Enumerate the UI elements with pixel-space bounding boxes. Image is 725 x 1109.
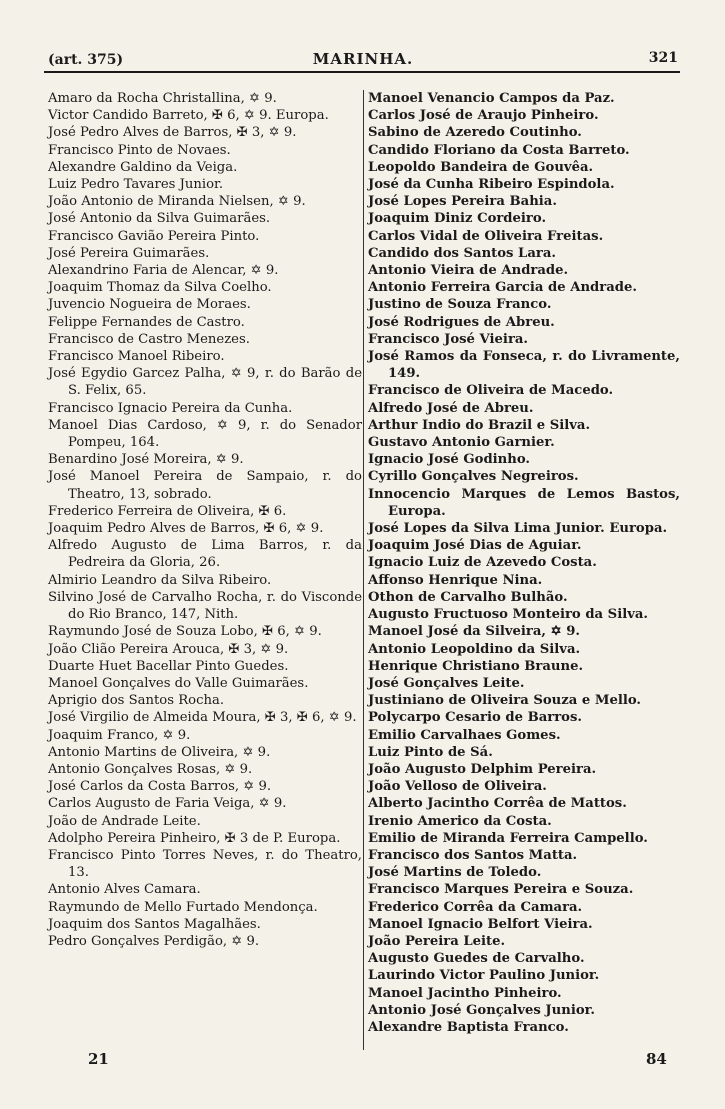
- name-entry: Francisco Pinto de Novaes.: [48, 142, 231, 158]
- name-entry: Duarte Huet Bacellar Pinto Guedes.: [48, 658, 289, 674]
- name-entry: José Carlos da Costa Barros, ✡ 9.: [48, 779, 272, 795]
- name-entry: Almirio Leandro da Silva Ribeiro.: [48, 572, 272, 588]
- name-entry: Francisco Ignacio Pereira da Cunha.: [48, 400, 293, 416]
- name-entry: Joaquim José Dias de Aguiar.: [368, 538, 582, 554]
- name-entry: Francisco Marques Pereira e Souza.: [368, 882, 634, 898]
- name-entry: Candido dos Santos Lara.: [368, 245, 556, 261]
- name-entry: Pedro Gonçalves Perdigão, ✡ 9.: [48, 933, 260, 949]
- footer-signature-left: 21: [88, 1050, 109, 1068]
- name-entry: Frederico Ferreira de Oliveira, ✠ 6.: [48, 503, 287, 519]
- left-name-column: [48, 90, 362, 950]
- name-entry: Ignacio José Godinho.: [368, 452, 531, 468]
- name-entry: José Pedro Alves de Barros, ✠ 3, ✡ 9.: [48, 125, 297, 141]
- name-entry: Manoel Jacintho Pinheiro.: [368, 985, 562, 1001]
- column-divider: [363, 90, 364, 1050]
- name-entry: Manoel José da Silveira, ✡ 9.: [368, 624, 581, 640]
- name-entry: Juvencio Nogueira de Moraes.: [48, 297, 251, 313]
- name-entry: João Velloso de Oliveira.: [368, 779, 547, 795]
- name-entry: Sabino de Azeredo Coutinho.: [368, 125, 582, 141]
- name-entry: José Lopes da Silva Lima Junior. Europa.: [368, 521, 668, 537]
- name-entry: Raymundo de Mello Furtado Mendonça.: [48, 899, 318, 915]
- name-entry: Alfredo Augusto de Lima Barros, r. da Pedreira da Gloria, 26.: [48, 538, 362, 571]
- name-entry: Silvino José de Carvalho Rocha, r. do Visconde do Rio Branco, 147, Nith.: [48, 589, 362, 623]
- name-entry: Alexandre Baptista Franco.: [368, 1019, 569, 1035]
- name-entry: José Antonio da Silva Guimarães.: [48, 211, 271, 227]
- name-entry: Manoel Venancio Campos da Paz.: [368, 91, 615, 106]
- name-entry: Affonso Henrique Nina.: [368, 572, 543, 588]
- name-entry: Francisco Pinto Torres Neves, r. do Theatro, 13.: [48, 847, 362, 881]
- page-title: MARINHA.: [312, 50, 414, 68]
- name-entry: Joaquim Thomaz da Silva Coelho.: [48, 280, 272, 296]
- page-header: [48, 50, 678, 72]
- name-entry: Justino de Souza Franco.: [368, 297, 552, 313]
- name-entry: Polycarpo Cesario de Barros.: [368, 710, 582, 726]
- name-entry: Joaquim Franco, ✡ 9.: [48, 727, 191, 743]
- name-entry: Francisco de Castro Menezes.: [48, 331, 250, 347]
- name-entry: João Pereira Leite.: [368, 933, 506, 949]
- name-entry: José Egydio Garcez Palha, ✡ 9, r. do Barão de S. Felix, 65.: [48, 366, 362, 399]
- name-entry: Manoel Gonçalves do Valle Guimarães.: [48, 675, 309, 691]
- name-entry: João Antonio de Miranda Nielsen, ✡ 9.: [48, 194, 306, 210]
- article-reference: (art. 375): [48, 52, 124, 68]
- name-entry: Antonio Vieira de Andrade.: [368, 263, 569, 279]
- name-entry: Othon de Carvalho Bulhão.: [368, 589, 568, 605]
- name-entry: Luiz Pedro Tavares Junior.: [48, 177, 224, 193]
- name-entry: Justiniano de Oliveira Souza e Mello.: [368, 693, 642, 709]
- name-entry: Antonio Martins de Oliveira, ✡ 9.: [48, 744, 271, 760]
- name-entry: Francisco José Vieira.: [368, 331, 529, 347]
- name-entry: Carlos Vidal de Oliveira Freitas.: [368, 228, 604, 244]
- name-entry: Manoel Dias Cardoso, ✡ 9, r. do Senador Pompeu, 164.: [48, 417, 362, 451]
- name-entry: Irenio Americo da Costa.: [368, 813, 552, 829]
- name-entry: João de Andrade Leite.: [48, 813, 201, 829]
- name-entry: José Pereira Guimarães.: [48, 245, 210, 261]
- name-entry: Francisco dos Santos Matta.: [368, 847, 578, 863]
- name-entry: Emilio de Miranda Ferreira Campello.: [368, 830, 648, 846]
- header-rule: [44, 71, 680, 73]
- name-entry: Manoel Ignacio Belfort Vieira.: [368, 916, 593, 932]
- name-entry: Benardino José Moreira, ✡ 9.: [48, 452, 244, 468]
- name-entry: Emilio Carvalhaes Gomes.: [368, 727, 561, 743]
- name-entry: Joaquim Diniz Cordeiro.: [368, 211, 547, 227]
- name-entry: Joaquim Pedro Alves de Barros, ✠ 6, ✡ 9.: [48, 521, 324, 537]
- name-entry: Antonio Leopoldino da Silva.: [368, 641, 581, 657]
- name-entry: Raymundo José de Souza Lobo, ✠ 6, ✡ 9.: [48, 624, 322, 640]
- right-name-column: [368, 90, 680, 1036]
- name-entry: Antonio José Gonçalves Junior.: [368, 1002, 595, 1018]
- name-entry: Antonio Alves Camara.: [48, 882, 201, 898]
- name-entry: Alexandre Galdino da Veiga.: [48, 159, 238, 175]
- name-entry: Innocencio Marques de Lemos Bastos, Europa.: [368, 486, 680, 519]
- name-entry: José Rodrigues de Abreu.: [368, 314, 555, 330]
- name-entry: Laurindo Victor Paulino Junior.: [368, 968, 600, 984]
- name-entry: Victor Candido Barreto, ✠ 6, ✡ 9. Europa.: [48, 108, 329, 124]
- name-entry: Leopoldo Bandeira de Gouvêa.: [368, 159, 594, 175]
- footer-signature-right: 84: [646, 1050, 667, 1068]
- name-entry: Adolpho Pereira Pinheiro, ✠ 3 de P. Europa.: [48, 830, 341, 846]
- name-entry: Francisco Gavião Pereira Pinto.: [48, 228, 260, 244]
- name-entry: José Ramos da Fonseca, r. do Livramente, 149.: [368, 349, 680, 382]
- name-entry: Amaro da Rocha Christallina, ✡ 9.: [48, 91, 277, 106]
- name-entry: Joaquim dos Santos Magalhães.: [48, 916, 261, 932]
- name-entry: Antonio Gonçalves Rosas, ✡ 9.: [48, 761, 253, 777]
- name-entry: Carlos José de Araujo Pinheiro.: [368, 108, 599, 124]
- name-entry: Frederico Corrêa da Camara.: [368, 899, 583, 915]
- name-entry: Augusto Fructuoso Monteiro da Silva.: [368, 607, 649, 623]
- page-number: 321: [648, 50, 678, 66]
- name-entry: Alfredo José de Abreu.: [368, 400, 534, 416]
- name-entry: Alberto Jacintho Corrêa de Mattos.: [368, 796, 627, 812]
- name-entry: Francisco de Oliveira de Macedo.: [368, 383, 614, 399]
- name-entry: José Gonçalves Leite.: [368, 675, 525, 691]
- name-entry: Arthur Indio do Brazil e Silva.: [368, 417, 591, 433]
- name-entry: José da Cunha Ribeiro Espindola.: [368, 177, 615, 193]
- name-entry: Antonio Ferreira Garcia de Andrade.: [368, 280, 637, 296]
- name-entry: Cyrillo Gonçalves Negreiros.: [368, 469, 579, 485]
- name-entry: Francisco Manoel Ribeiro.: [48, 349, 225, 365]
- name-entry: José Manoel Pereira de Sampaio, r. do Theatro, 13, sobrado.: [48, 469, 362, 502]
- name-entry: João Augusto Delphim Pereira.: [368, 761, 597, 777]
- name-entry: Carlos Augusto de Faria Veiga, ✡ 9.: [48, 796, 287, 812]
- name-entry: Henrique Christiano Braune.: [368, 658, 584, 674]
- name-entry: Candido Floriano da Costa Barreto.: [368, 142, 630, 158]
- name-entry: Aprigio dos Santos Rocha.: [48, 693, 225, 709]
- name-entry: Luiz Pinto de Sá.: [368, 744, 493, 760]
- name-entry: José Virgilio de Almeida Moura, ✠ 3, ✠ 6, ✡ 9.: [48, 710, 357, 726]
- name-entry: Ignacio Luiz de Azevedo Costa.: [368, 555, 597, 571]
- name-entry: José Lopes Pereira Bahia.: [368, 194, 557, 210]
- name-entry: Alexandrino Faria de Alencar, ✡ 9.: [48, 263, 279, 279]
- name-entry: Augusto Guedes de Carvalho.: [368, 951, 585, 967]
- name-entry: João Clião Pereira Arouca, ✠ 3, ✡ 9.: [48, 641, 289, 657]
- name-entry: José Martins de Toledo.: [368, 865, 542, 881]
- name-entry: Gustavo Antonio Garnier.: [368, 435, 555, 451]
- name-entry: Felippe Fernandes de Castro.: [48, 314, 245, 330]
